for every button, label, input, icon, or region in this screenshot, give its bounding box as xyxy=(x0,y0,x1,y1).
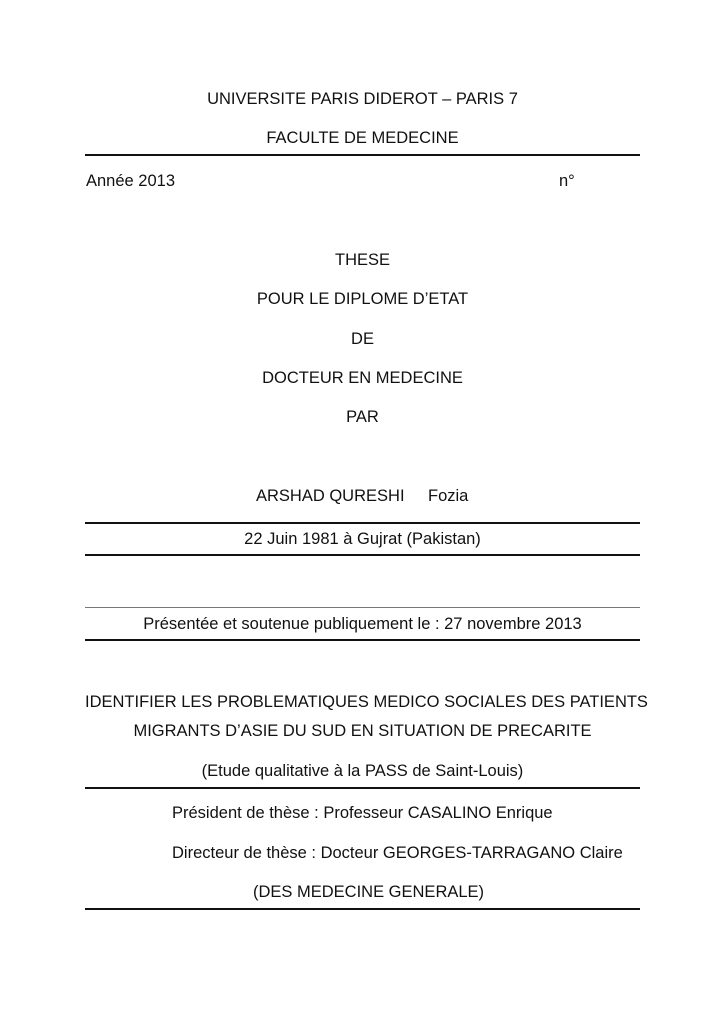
thesis-title-line: DOCTEUR EN MEDECINE xyxy=(262,369,463,387)
defense-date: Présentée et soutenue publiquement le : 27 novembre 2013 xyxy=(143,615,582,633)
divider-rule xyxy=(85,787,640,789)
subject-title-line: MIGRANTS D’ASIE DU SUD EN SITUATION DE PRECARITE xyxy=(133,722,592,740)
author-firstname: Fozia xyxy=(428,487,469,505)
divider-rule xyxy=(85,554,640,556)
university-name: UNIVERSITE PARIS DIDEROT – PARIS 7 xyxy=(207,90,518,108)
faculty-name: FACULTE DE MEDECINE xyxy=(266,129,459,147)
divider-rule xyxy=(85,607,640,608)
divider-rule xyxy=(85,908,640,910)
jury-president: Président de thèse : Professeur CASALINO Enrique xyxy=(172,804,553,822)
divider-rule xyxy=(85,522,640,524)
thesis-title-line: POUR LE DIPLOME D’ETAT xyxy=(256,290,469,308)
subject-subtitle: (Etude qualitative à la PASS de Saint-Louis) xyxy=(201,762,524,780)
divider-rule xyxy=(85,154,640,156)
divider-rule xyxy=(85,639,640,641)
thesis-title-line: THESE xyxy=(334,251,390,269)
author-birth: 22 Juin 1981 à Gujrat (Pakistan) xyxy=(244,530,481,548)
jury-director: Directeur de thèse : Docteur GEORGES-TARRAGANO Claire xyxy=(172,844,623,862)
specialty-label: (DES MEDECINE GENERALE) xyxy=(253,883,485,901)
year-label: Année 2013 xyxy=(86,172,176,190)
subject-title-line: IDENTIFIER LES PROBLEMATIQUES MEDICO SOCIALES DES PATIENTS xyxy=(85,693,648,711)
thesis-title-line: PAR xyxy=(346,408,379,426)
author-surname: ARSHAD QURESHI xyxy=(256,487,405,505)
thesis-title-line: DE xyxy=(351,330,374,348)
thesis-number-label: n° xyxy=(559,172,575,190)
